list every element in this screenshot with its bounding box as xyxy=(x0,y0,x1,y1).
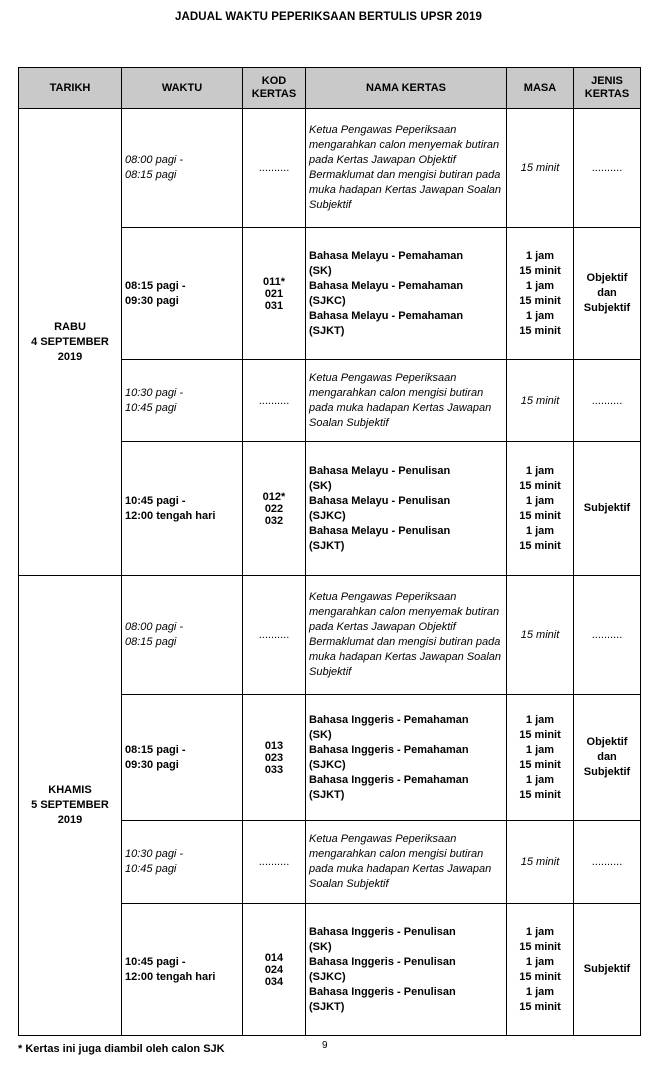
time-cell: 10:45 pagi - 12:00 tengah hari xyxy=(122,904,243,1036)
paper-name-cell: Bahasa Melayu - Pemahaman (SK) Bahasa Melayu - Pemahaman (SJKC) Bahasa Melayu - Pemahaman (SJKT) xyxy=(306,228,507,360)
document-title: JADUAL WAKTU PEPERIKSAAN BERTULIS UPSR 2019 xyxy=(175,11,482,23)
duration-cell: 15 minit xyxy=(507,576,574,695)
paper-name-cell: Bahasa Melayu - Penulisan (SK) Bahasa Melayu - Penulisan (SJKC) Bahasa Melayu - Penulisan (SJKT) xyxy=(306,442,507,576)
code-cell: .......... xyxy=(243,821,306,904)
instruction-cell: Ketua Pengawas Peperiksaan mengarahkan calon mengisi butiran pada muka hadapan Kertas Jawapan Soalan Subjektif xyxy=(306,360,507,442)
table-row xyxy=(19,576,641,695)
type-cell: .......... xyxy=(574,821,641,904)
type-cell: Subjektif xyxy=(574,442,641,576)
time-cell: 10:30 pagi - 10:45 pagi xyxy=(122,821,243,904)
type-cell: Objektif dan Subjektif xyxy=(574,695,641,821)
duration-cell: 1 jam 15 minit 1 jam 15 minit 1 jam 15 minit xyxy=(507,695,574,821)
duration-cell: 1 jam 15 minit 1 jam 15 minit 1 jam 15 minit xyxy=(507,228,574,360)
type-cell: .......... xyxy=(574,360,641,442)
type-cell: Objektif dan Subjektif xyxy=(574,228,641,360)
code-cell: 012* 022 032 xyxy=(243,442,306,576)
instruction-cell: Ketua Pengawas Peperiksaan mengarahkan calon menyemak butiran pada Kertas Jawapan Objektif Bermaklumat dan mengisi butiran pada muka hadapan Kertas Jawapan Soalan Subjektif xyxy=(306,576,507,695)
type-cell: Subjektif xyxy=(574,904,641,1036)
table-row xyxy=(19,109,641,228)
paper-name-cell: Bahasa Inggeris - Penulisan (SK) Bahasa Inggeris - Penulisan (SJKC) Bahasa Inggeris - Penulisan (SJKT) xyxy=(306,904,507,1036)
type-cell: .......... xyxy=(574,109,641,228)
header-nama: NAMA KERTAS xyxy=(306,68,507,109)
footnote: * Kertas ini juga diambil oleh calon SJK xyxy=(18,1043,225,1055)
duration-cell: 1 jam 15 minit 1 jam 15 minit 1 jam 15 minit xyxy=(507,442,574,576)
duration-cell: 15 minit xyxy=(507,109,574,228)
duration-cell: 1 jam 15 minit 1 jam 15 minit 1 jam 15 minit xyxy=(507,904,574,1036)
duration-cell: 15 minit xyxy=(507,360,574,442)
page-number: 9 xyxy=(322,1040,328,1051)
code-cell: .......... xyxy=(243,360,306,442)
date-cell: RABU 4 SEPTEMBER 2019 xyxy=(19,109,122,576)
date-cell: KHAMIS 5 SEPTEMBER 2019 xyxy=(19,576,122,1036)
header-kod: KOD KERTAS xyxy=(243,68,306,109)
header-jenis: JENIS KERTAS xyxy=(574,68,641,109)
header-masa: MASA xyxy=(507,68,574,109)
instruction-cell: Ketua Pengawas Peperiksaan mengarahkan calon mengisi butiran pada muka hadapan Kertas Jawapan Soalan Subjektif xyxy=(306,821,507,904)
instruction-cell: Ketua Pengawas Peperiksaan mengarahkan calon menyemak butiran pada Kertas Jawapan Objektif Bermaklumat dan mengisi butiran pada muka hadapan Kertas Jawapan Soalan Subjektif xyxy=(306,109,507,228)
time-cell: 08:00 pagi - 08:15 pagi xyxy=(122,576,243,695)
time-cell: 10:30 pagi - 10:45 pagi xyxy=(122,360,243,442)
code-cell: 014 024 034 xyxy=(243,904,306,1036)
time-cell: 08:15 pagi - 09:30 pagi xyxy=(122,228,243,360)
time-cell: 10:45 pagi - 12:00 tengah hari xyxy=(122,442,243,576)
header-tarikh: TARIKH xyxy=(19,68,122,109)
exam-timetable xyxy=(18,67,641,1036)
code-cell: 011* 021 031 xyxy=(243,228,306,360)
code-cell: .......... xyxy=(243,109,306,228)
time-cell: 08:00 pagi - 08:15 pagi xyxy=(122,109,243,228)
code-cell: 013 023 033 xyxy=(243,695,306,821)
duration-cell: 15 minit xyxy=(507,821,574,904)
paper-name-cell: Bahasa Inggeris - Pemahaman (SK) Bahasa Inggeris - Pemahaman (SJKC) Bahasa Inggeris - Pemahaman (SJKT) xyxy=(306,695,507,821)
header-row xyxy=(19,68,641,109)
code-cell: .......... xyxy=(243,576,306,695)
header-waktu: WAKTU xyxy=(122,68,243,109)
type-cell: .......... xyxy=(574,576,641,695)
time-cell: 08:15 pagi - 09:30 pagi xyxy=(122,695,243,821)
